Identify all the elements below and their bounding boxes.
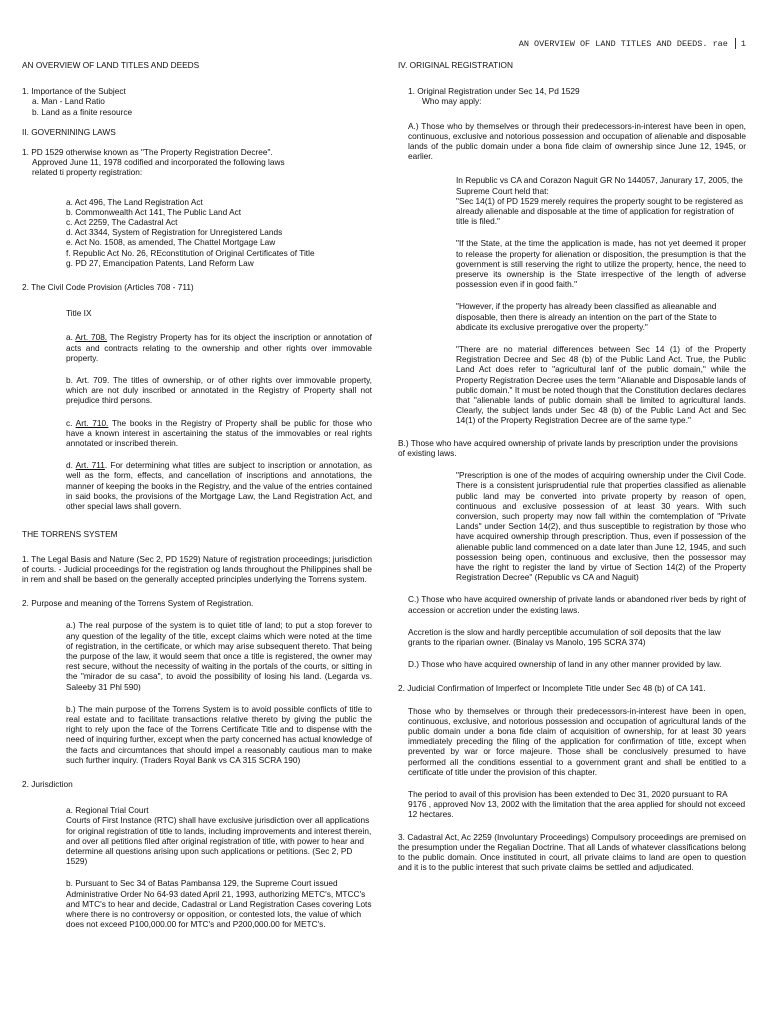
art-708-paragraph: a. Art. 708. The Registry Property has for its object the inscription or annotation of acts and contracts relating to the ownership and other rights over immovable property. <box>66 332 372 363</box>
art-711-ref: Art. 711 <box>75 460 105 471</box>
law-item: g. PD 27, Emancipation Patents, Land Reform Law <box>66 257 254 268</box>
law-item: d. Act 3344, System of Registration for Unregistered Lands <box>66 227 283 238</box>
prescription-quote: "Prescription is one of the modes of acquiring ownership under the Civil Code. There is a consistent jurisprudential rule that properties classified as alienable public land may be converted into private property by reason of open, continuous and exclusive possession of at least 30 years. With such conversion, such property may now fall within the comtemplation of "Private Lands" under Section 14(2), and thus susceptible to registration by those who have acquired ownership through prescription. Thus, even if possession of the alienable public land commenced on a date later than June 12, 1945, and such possession being open, continuous and exclusive, then the possessor may have the right to register the land by virtue of Section 14(2) of the Property Registration Decree" (Republic vs CA and Naguit) <box>456 470 746 583</box>
torrens-heading: THE TORRENS SYSTEM <box>22 529 118 540</box>
quote-state: "If the State, at the time the application is made, has not yet deemed it proper to release the property for alienation or disposition, the presumption is that the government is still reserving the right to utilize the property, hence, the need to preserve its ownership is the State irrespective of the length of adverse possession even if in good faith." <box>456 238 746 290</box>
section-1-heading: 1. Importance of the Subject <box>22 86 126 97</box>
page-number: 1 <box>740 38 746 49</box>
who-may-apply: Who may apply: <box>422 96 482 107</box>
quote-material-differences: "There are no material differences between Sec 14 (1) of the Property Registration Decree and Sec 48 (b) of the Public Land Act. True, the Public Land Act does refer to "agricultural lanf of the public domain," while the Property Registration Decree uses the term "Alianable and Disposable lands of public domain." It must be noted though that the Constitution declares declares that "alienable lands of public domain shall be limited to agricultural lands. Clearly, the subject lands under Sec 48 (b) of the Public Land Act and Sec 14(1) of the Property Registration Decree are of the same type." <box>456 344 746 426</box>
civil-code-heading: 2. The Civil Code Provision (Articles 708 - 711) <box>22 282 194 293</box>
header-divider <box>735 38 736 49</box>
law-item: a. Act 496, The Land Registration Act <box>66 196 203 207</box>
jurisdiction-metc: b. Pursuant to Sec 34 of Batas Pambansa 129, the Supreme Court issued Administrative Order No 64-93 dated April 21, 1993, authorizing METC's, MTCC's and MTC's to hear and decide, Cadastral or Land Registration Cases covering Lots where there is no controversy or opposition, or contested lots, the value of which does not exceed P100,000.00 for MTC's and P200,000.00 for METC's. <box>66 878 372 930</box>
paragraph-a: A.) Those who by themselves or through their predecessors-in-interest have been in open, continuous, exclusive and notorious possession and occupation of alienable and disposable lands of the public domain under a bona fide claim of ownership since June 12, 1945, or earlier. <box>408 120 746 162</box>
art-711-paragraph: d. Art. 711. For determining what titles are subject to inscription or annotation, as well as the form, effects, and cancellation of inscriptions and annotations, the manner of keeping the books in the Registry, and the value of the entries contained in said books, the provisions of the Mortgage Law, the Land Registration Act, and other special laws shall govern. <box>66 460 372 512</box>
accretion-note: Accretion is the slow and hardly perceptible accumulation of soil deposits that the law grants to the riparian owner. (Binalay vs Manolo, 195 SCRA 374) <box>408 626 721 647</box>
torrens-purpose-a: a.) The real purpose of the system is to quiet title of land; to put a stop forever to any question of the legality of the title, except claims which were noted at the time of registration, in the certificate, or which may arise subsequent thereto. That being the purpose of the law, it would seem that once a title is registered, the owner may rest secure, without the necessity of waiting in the portals of the courts, or sitting in the "mirador de su casa", to avoid the possibility of losing his land. (Legarda vs. Saleeby 31 Phl 590) <box>66 620 372 692</box>
sec-14-line: 1. Original Registration under Sec 14, Pd 1529 <box>408 86 580 97</box>
section-2-heading: II. GOVERNINING LAWS <box>22 126 116 137</box>
art-708-ref: Art. 708. <box>75 332 108 343</box>
right-column <box>398 60 746 872</box>
law-item: c. Act 2259, The Cadastral Act <box>66 217 178 228</box>
pd-1529-line-1: 1. PD 1529 otherwise known as "The Property Registration Decree". <box>22 147 273 158</box>
pd-1529-line-3: related ti property registration: <box>32 167 143 178</box>
left-column <box>22 60 372 929</box>
torrens-purpose-heading: 2. Purpose and meaning of the Torrens System of Registration. <box>22 598 254 609</box>
original-registration-heading: IV. ORIGINAL REGISTRATION <box>398 60 513 70</box>
jurisdiction-rtc: a. Regional Trial Court Courts of First Instance (RTC) shall have exclusive jurisdiction over all applications for original registration of title to lands, including improvements and interest therein, and over all petitions filed after original registration of title, with power to hear and determine all questions arising upon such applications or petitions. (Sec 2, PD 1529) <box>66 805 372 867</box>
torrens-purpose-b: b.) The main purpose of the Torrens System is to avoid possible conflicts of title to real estate and to facilitate transactions relative thereto by giving the public the right to rely upon the face of the Torrens Certificate Title and to dispense with the need of inquiring further, except when the party concerned has actual knowledge of the facts and circumtances that should impel a reasonably cautious man to make such further inquiry. (Traders Royal Bank vs CA 315 SCRA 190) <box>66 703 372 765</box>
law-item: b. Commonwealth Act 141, The Public Land Act <box>66 206 242 217</box>
section-1-item-b: b. Land as a finite resource <box>32 106 133 117</box>
paragraph-b: B.) Those who have acquired ownership of private lands by prescription under the provisions of existing laws. <box>398 437 738 458</box>
quote-classified: "However, if the property has already been classified as alieanable and disposable, then there is already an intention on the part of the State to abdicate its exclusive prerogative over the property." <box>456 301 717 332</box>
period-extension: The period to avail of this provision has been extended to Dec 31, 2020 pursuant to RA 9176 , approved Nov 13, 2002 with the limitation that the area applied for should not exceed 12 hectares. <box>408 788 746 820</box>
republic-vs-ca: In Republic vs CA and Corazon Naguit GR No 144057, Janurary 17, 2005, the Supreme Court held that: "Sec 14(1) of PD 1529 merely requires the property sought to be registered as already alienable and disposable at the time of application for registration of title is filed." <box>456 175 744 227</box>
title-ix: Title IX <box>66 308 92 319</box>
law-item: e. Act No. 1508, as amended, The Chattel Mortgage Law <box>66 237 276 248</box>
judicial-confirmation-heading: 2. Judicial Confirmation of Imperfect or Incomplete Title under Sec 48 (b) of CA 141. <box>398 683 706 694</box>
header-title: AN OVERVIEW OF LAND TITLES AND DEEDS. rae <box>518 38 728 49</box>
running-header <box>519 38 746 49</box>
law-item: f. Republic Act No. 26, REconstitution of Original Certificates of Title <box>66 247 315 258</box>
pd-1529-line-2: Approved June 11, 1978 codified and incorporated the following laws <box>32 157 285 168</box>
doc-title: AN OVERVIEW OF LAND TITLES AND DEEDS <box>22 60 200 70</box>
judicial-confirmation-text: Those who by themselves or through their predecessors-in-interest have been in open, continuous, exclusive, and notorious possession and occupation of agricultural lands of the public domain under a bona fide claim of acquisition of ownership, for at least 30 years immediately preceding the filing of the application for confirmation of title, except when prevented by war or force majeure. Those shall be conclusively presumed to have performed all the conditions essential to a government grant and shall be entitled to a certificate of title under the provision of this chapter. <box>408 705 746 777</box>
paragraph-d: D.) Those who have acquired ownership of land in any other manner provided by law. <box>408 659 722 670</box>
paragraph-c: C.) Those who have acquired ownership of private lands or abandoned river beds by right of accession or accretion under the existing laws. <box>408 594 746 615</box>
art-710-ref: Art. 710. <box>75 417 109 428</box>
art-710-paragraph: c. Art. 710. The books in the Registry of Property shall be public for those who have a known interest in ascertaining the status of the immovables or real rights annotated or inscribed therein. <box>66 417 372 449</box>
laws-list <box>22 197 372 268</box>
torrens-legal-basis: 1. The Legal Basis and Nature (Sec 2, PD 1529) Nature of registration proceedings; jurisdiction of courts. - Judicial proceedings for the registration og lands throughout the Philippines shall be in rem and shall be based on the generally accepted principles underlying the Torrens system. <box>22 553 372 584</box>
jurisdiction-heading: 2. Jurisdiction <box>22 778 73 789</box>
section-1-item-a: a. Man - Land Ratio <box>32 96 105 107</box>
cadastral-act: 3. Cadastral Act, Ac 2259 (Involuntary Proceedings) Compulsory proceedings are premised on the presumption under the Regalian Doctrine. That all Lands of whatever classifications belong to the public domain. Once instituted in court, all private claims to land are open to question and it is to the public interest that such private claims be settled and adjudicated. <box>398 831 746 873</box>
art-709-paragraph: b. Art. 709. The titles of ownership, or of other rights over immovable property, which are not duly inscribed or annotated in the Registry of Property shall not prejudice third persons. <box>66 375 372 406</box>
